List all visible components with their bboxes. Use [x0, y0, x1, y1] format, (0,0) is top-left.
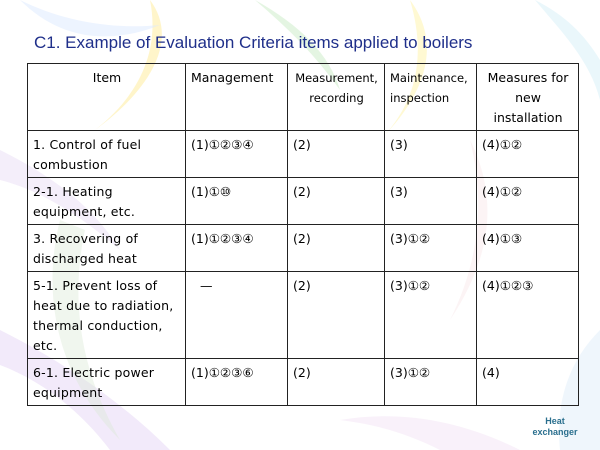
cell-management: — — [186, 272, 288, 359]
cell-new-installation: (4)①②③ — [477, 272, 579, 359]
cell-item: 6-1. Electric power equipment — [28, 359, 186, 406]
cell-maintenance: (3) — [385, 131, 477, 178]
cell-item: 1. Control of fuel combustion — [28, 131, 186, 178]
cell-measurement: (2) — [288, 359, 385, 406]
cell-new-installation: (4)①③ — [477, 225, 579, 272]
cell-management: (1)①⑩ — [186, 178, 288, 225]
cell-item: 3. Recovering of discharged heat — [28, 225, 186, 272]
cell-item: 2-1. Heating equipment, etc. — [28, 178, 186, 225]
page-title: C1. Example of Evaluation Criteria items applied to boilers — [34, 33, 473, 52]
table-row — [28, 359, 579, 406]
table-header-row — [28, 64, 579, 131]
column-header-maintenance-inspection: Maintenance, inspection — [385, 64, 477, 131]
table-row — [28, 272, 579, 359]
table-row — [28, 131, 579, 178]
logo-line-2: exchanger — [532, 427, 578, 437]
logo-line-1: Heat — [545, 416, 565, 426]
cell-management: (1)①②③⑥ — [186, 359, 288, 406]
heat-exchanger-logo — [528, 416, 582, 438]
cell-measurement: (2) — [288, 272, 385, 359]
column-header-item: Item — [28, 64, 186, 131]
cell-measurement: (2) — [288, 225, 385, 272]
table-row — [28, 225, 579, 272]
cell-maintenance: (3)①② — [385, 272, 477, 359]
column-header-measures-new-installation: Measures for new installation — [477, 64, 579, 131]
cell-maintenance: (3)①② — [385, 225, 477, 272]
column-header-management: Management — [186, 64, 288, 131]
cell-item: 5-1. Prevent loss of heat due to radiation, thermal conduction, etc. — [28, 272, 186, 359]
cell-management: (1)①②③④ — [186, 131, 288, 178]
cell-new-installation: (4)①② — [477, 178, 579, 225]
cell-maintenance: (3) — [385, 178, 477, 225]
table-row — [28, 178, 579, 225]
cell-new-installation: (4) — [477, 359, 579, 406]
cell-management: (1)①②③④ — [186, 225, 288, 272]
evaluation-criteria-table — [27, 63, 579, 406]
cell-maintenance: (3)①② — [385, 359, 477, 406]
cell-measurement: (2) — [288, 178, 385, 225]
column-header-measurement-recording: Measurement, recording — [288, 64, 385, 131]
cell-new-installation: (4)①② — [477, 131, 579, 178]
cell-measurement: (2) — [288, 131, 385, 178]
